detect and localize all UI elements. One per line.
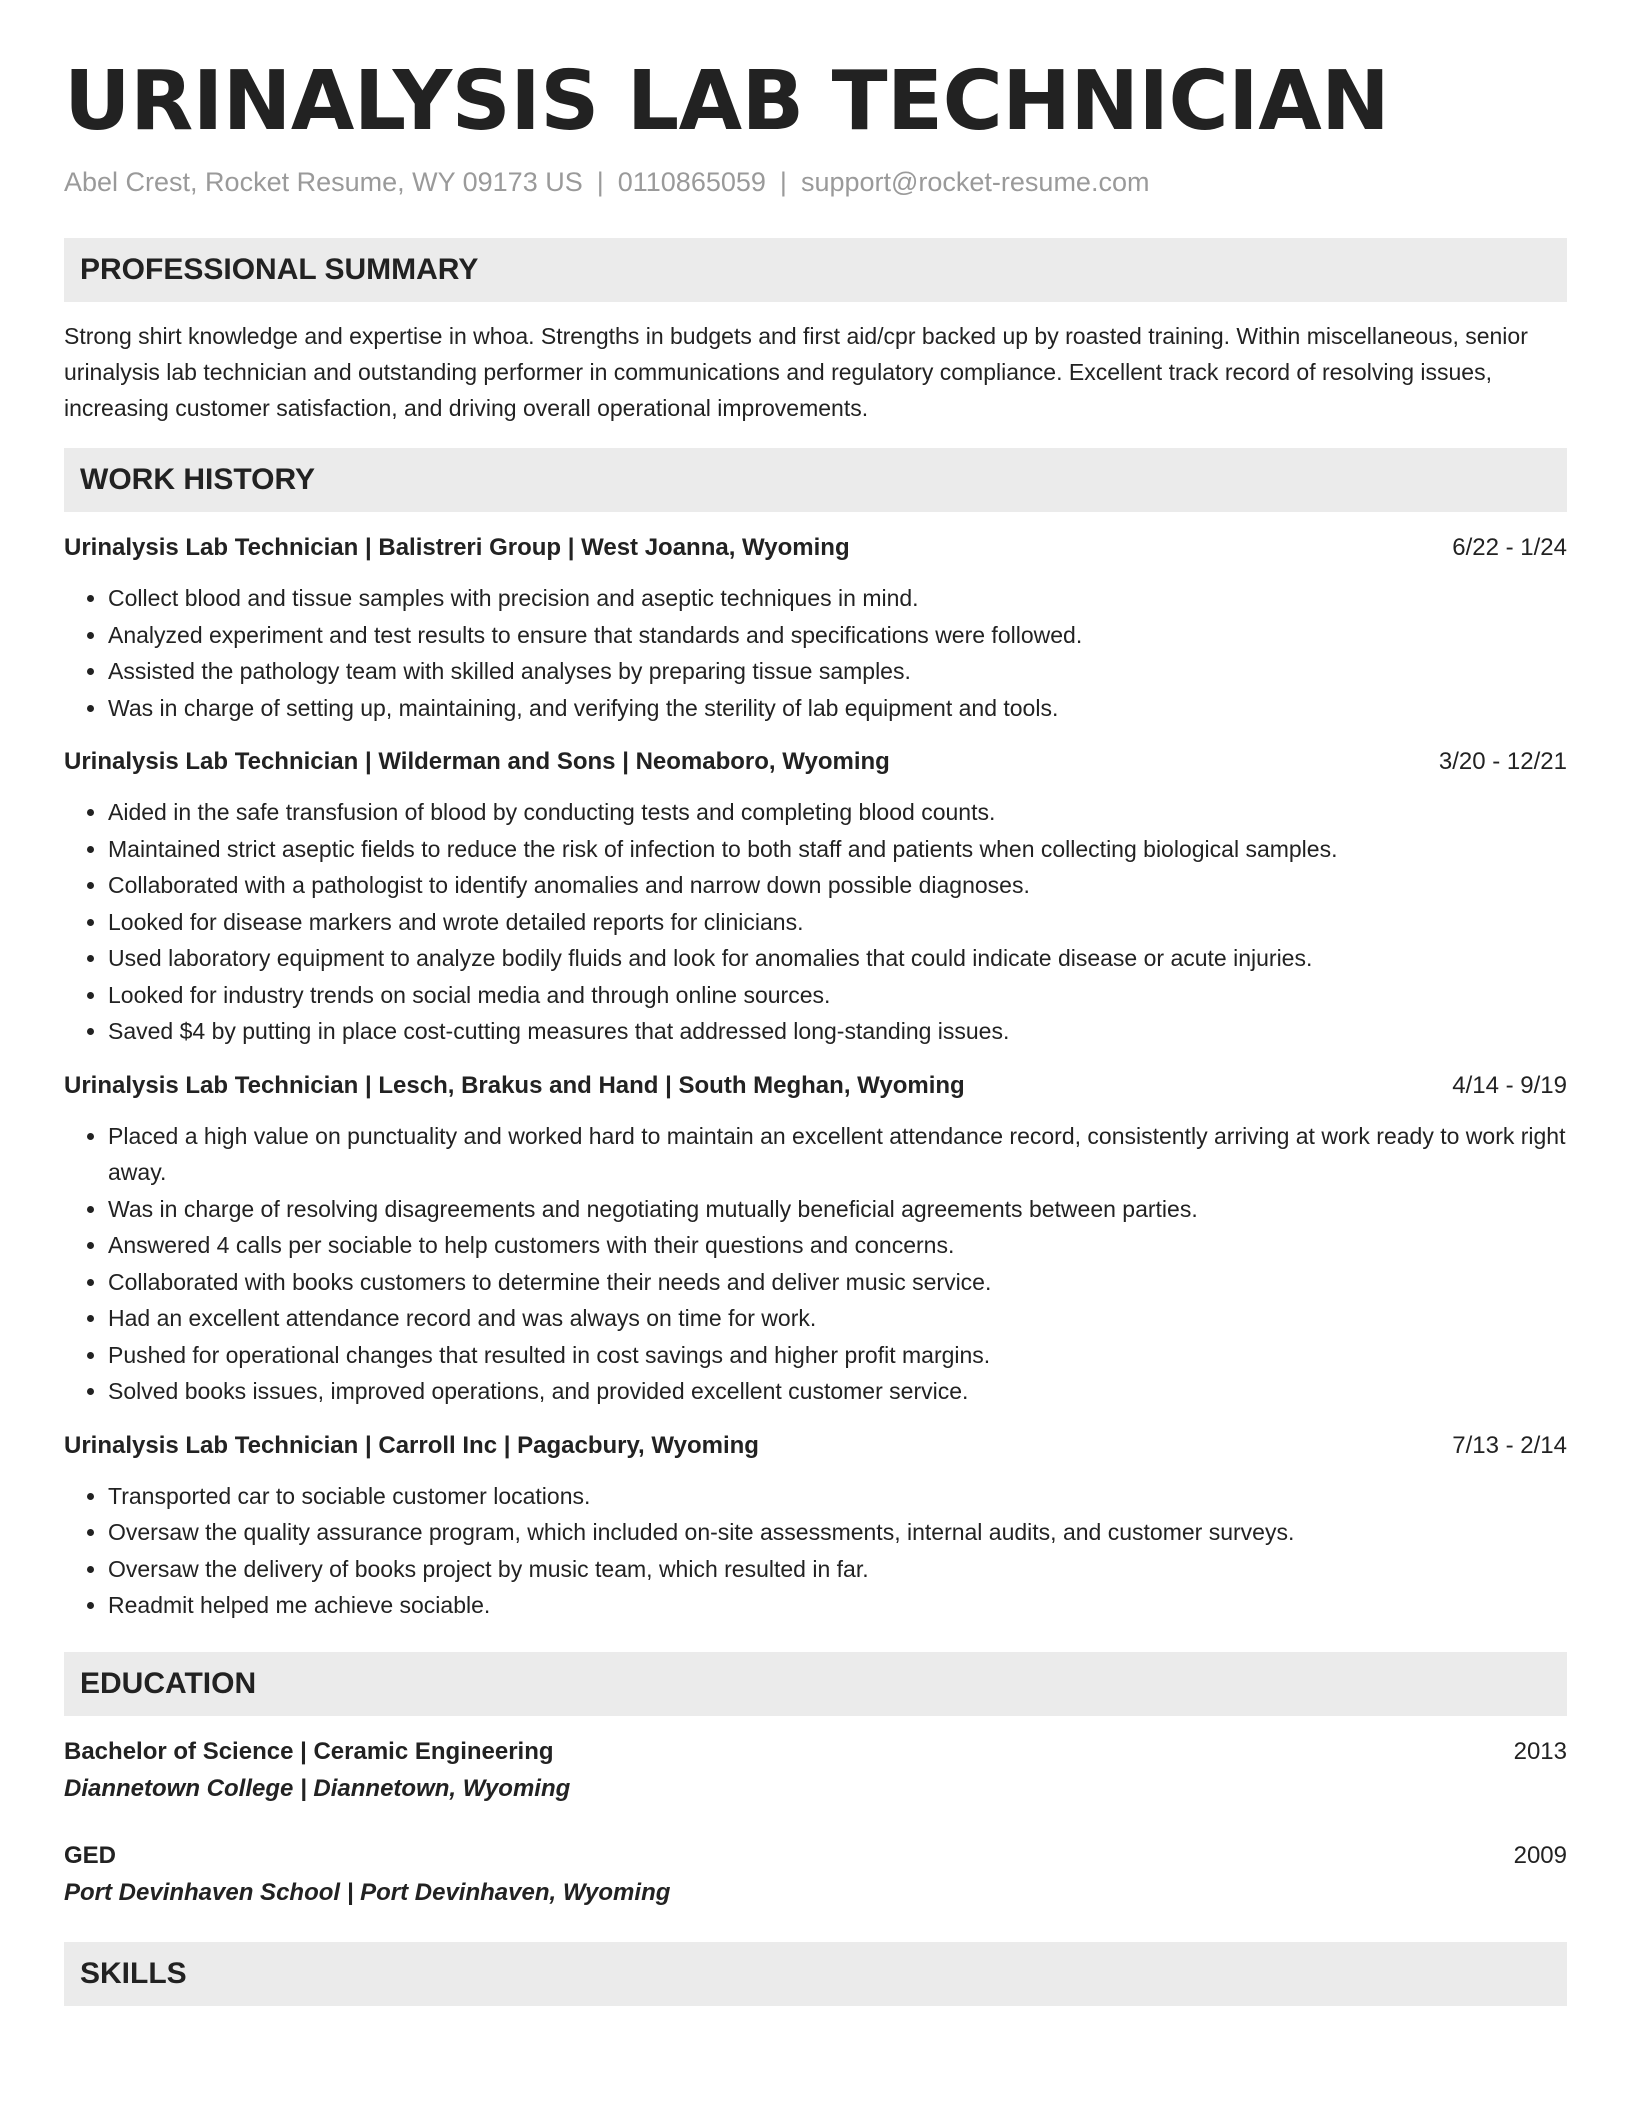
job-header (64, 744, 1567, 780)
contact-separator: | (596, 167, 604, 197)
job-dates: 6/22 - 1/24 (1452, 534, 1567, 561)
section-header-skills: SKILLS (64, 1942, 1567, 2006)
contact-line (64, 164, 1567, 200)
resume-page (64, 52, 1567, 2006)
section-header-summary: PROFESSIONAL SUMMARY (64, 238, 1567, 302)
job-bullet: • Assisted the pathology team with skilled analyses by preparing tissue samples. (108, 653, 1567, 690)
job-title: Urinalysis Lab Technician | Wilderman and Sons | Neomaboro, Wyoming (64, 748, 890, 775)
job-bullet: • Aided in the safe transfusion of blood by conducting tests and completing blood counts. (108, 794, 1567, 831)
job-bullet: • Answered 4 calls per sociable to help customers with their questions and concerns. (108, 1227, 1567, 1264)
job-bullet: • Oversaw the quality assurance program, which included on-site assessments, internal audits, and customer surveys. (108, 1514, 1567, 1551)
job-bullet: • Collaborated with books customers to determine their needs and deliver music service. (108, 1264, 1567, 1301)
education-header (64, 1838, 1567, 1874)
education-entry (64, 1838, 1567, 1912)
candidate-title: URINALYSIS LAB TECHNICIAN (64, 54, 1390, 149)
job-entry (64, 744, 1567, 1050)
job-bullet: • Had an excellent attendance record and was always on time for work. (108, 1300, 1567, 1337)
education-year: 2013 (1513, 1737, 1567, 1765)
education-degree: Bachelor of Science | Ceramic Engineering (64, 1737, 554, 1765)
job-bullets (64, 580, 1567, 726)
contact-email: support@rocket-resume.com (800, 167, 1150, 197)
job-bullet: • Was in charge of setting up, maintaining, and verifying the sterility of lab equipment and tools. (108, 690, 1567, 727)
job-bullet: • Looked for industry trends on social media and through online sources. (108, 977, 1567, 1014)
job-header (64, 1068, 1567, 1104)
education-school: Port Devinhaven School | Port Devinhaven, Wyoming (64, 1878, 671, 1906)
contact-separator: | (779, 167, 787, 197)
job-bullet: • Solved books issues, improved operations, and provided excellent customer service. (108, 1373, 1567, 1410)
job-title: Urinalysis Lab Technician | Balistreri Group | West Joanna, Wyoming (64, 534, 850, 561)
job-bullet: • Readmit helped me achieve sociable. (108, 1587, 1567, 1624)
job-bullets (64, 794, 1567, 1050)
job-entry (64, 530, 1567, 726)
summary-text: Strong shirt knowledge and expertise in whoa. Strengths in budgets and first aid/cpr backed up by roasted training. Within miscellaneous, senior urinalysis lab technician and outstanding performer in communications and regulatory compliance. Excellent track record of resolving issues, increasing customer satisfaction, and driving overall operational improvements. (64, 323, 1528, 421)
job-dates: 7/13 - 2/14 (1452, 1431, 1567, 1459)
job-bullet: • Analyzed experiment and test results to ensure that standards and specifications were followed. (108, 617, 1567, 654)
job-bullet: • Transported car to sociable customer locations. (108, 1478, 1567, 1515)
job-title: Urinalysis Lab Technician | Carroll Inc | Pagacbury, Wyoming (64, 1431, 759, 1459)
section-header-education: EDUCATION (64, 1652, 1567, 1716)
education-entry (64, 1734, 1567, 1808)
job-header (64, 1428, 1567, 1464)
job-title: Urinalysis Lab Technician | Lesch, Brakus and Hand | South Meghan, Wyoming (64, 1071, 965, 1099)
job-bullet: • Used laboratory equipment to analyze bodily fluids and look for anomalies that could indicate disease or acute injuries. (108, 940, 1567, 977)
job-entry (64, 1428, 1567, 1624)
contact-phone: 0110865059 (617, 167, 766, 197)
job-bullets (64, 1478, 1567, 1624)
job-bullet: • Collaborated with a pathologist to identify anomalies and narrow down possible diagnoses. (108, 867, 1567, 904)
job-bullet: • Looked for disease markers and wrote detailed reports for clinicians. (108, 904, 1567, 941)
job-bullets (64, 1118, 1567, 1410)
job-bullet: • Oversaw the delivery of books project by music team, which resulted in far. (108, 1551, 1567, 1588)
education-school: Diannetown College | Diannetown, Wyoming (64, 1774, 571, 1802)
section-header-work-history: WORK HISTORY (64, 448, 1567, 512)
education-degree: GED (64, 1841, 117, 1869)
education-header (64, 1734, 1567, 1770)
job-bullet: • Collect blood and tissue samples with precision and aseptic techniques in mind. (108, 580, 1567, 617)
job-bullet: • Placed a high value on punctuality and worked hard to maintain an excellent attendance record, consistently arriving at work ready to work right away. (108, 1118, 1567, 1191)
job-dates: 4/14 - 9/19 (1452, 1071, 1567, 1099)
job-header (64, 530, 1567, 566)
job-bullet: • Pushed for operational changes that resulted in cost savings and higher profit margins. (108, 1337, 1567, 1374)
contact-address: Abel Crest, Rocket Resume, WY 09173 US (64, 167, 583, 197)
job-bullet: • Maintained strict aseptic fields to reduce the risk of infection to both staff and patients when collecting biological samples. (108, 831, 1567, 868)
job-bullet: • Was in charge of resolving disagreements and negotiating mutually beneficial agreements between parties. (108, 1191, 1567, 1228)
job-entry (64, 1068, 1567, 1410)
education-year: 2009 (1513, 1841, 1567, 1869)
job-dates: 3/20 - 12/21 (1438, 748, 1567, 775)
job-bullet: • Saved $4 by putting in place cost-cutting measures that addressed long-standing issues. (108, 1013, 1567, 1050)
